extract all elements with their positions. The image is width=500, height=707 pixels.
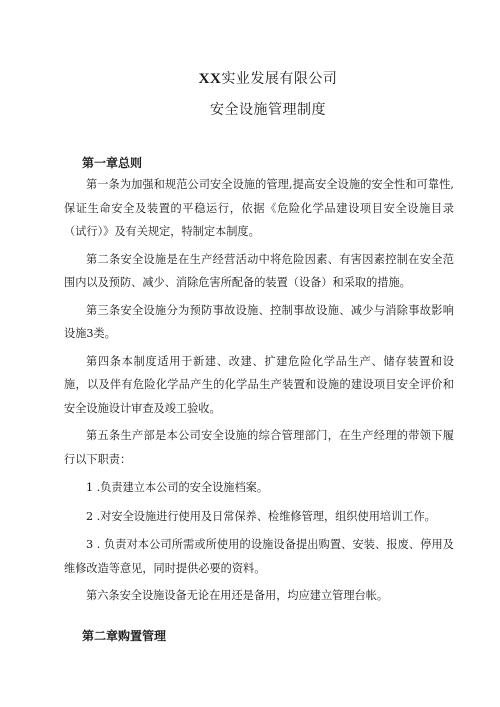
company-name-rest: 实业发展有限公司 [221,71,338,87]
document-title: 安全设施管理制度 [210,102,326,118]
article-6: 第六条安全设施设备无论在用还是备用，均应建立管理台帐。 [86,589,389,602]
duty-item-1: 1 .负责建立本公司的安全设施档案。 [86,481,269,494]
duty-item-2: 2 .对安全设施进行使用及日常保养、检维修管理，组织使用培训工作。 [86,509,436,523]
article-1: 第一条为加强和规范公司安全设施的管理,提高安全设施的安全性和可靠性,保证生命安全及装置的平稳运行，依据《危险化学品建设项目安全设施目录（试行）》及有关规定，特制定本制度。 [64,178,454,238]
article-2: 第二条安全设施是在生产经营活动中将危险因素、有害因素控制在安全范围内以及预防、减少、消除危害所配备的装置（设备）和采取的措施。 [64,252,454,289]
duty-item-3: 3 . 负责对本公司所需或所使用的设施设备提出购置、安装、报废、停用及维修改造等意见，同时提供必要的资料。 [64,538,454,575]
article-5: 第五条生产部是本公司安全设施的综合管理部门，在生产经理的带领下履行以下职责： [64,429,454,466]
chapter-heading-1: 第一章总则 [82,156,143,170]
article-3: 第三条安全设施分为预防事故设施、控制事故设施、减少与消除事故影响设施3类。 [64,303,454,340]
title-block [82,70,454,119]
company-name [82,70,454,88]
article-4: 第四条本制度适用于新建、改建、扩建危险化学品生产、储存装置和设施，以及伴有危险化学品产生的化学品生产装置和设施的建设项目安全评价和安全设施设计审查及竣工验收。 [64,354,454,415]
chapter-heading-2: 第二章购置管理 [82,628,167,643]
company-prefix: XX [198,71,222,87]
